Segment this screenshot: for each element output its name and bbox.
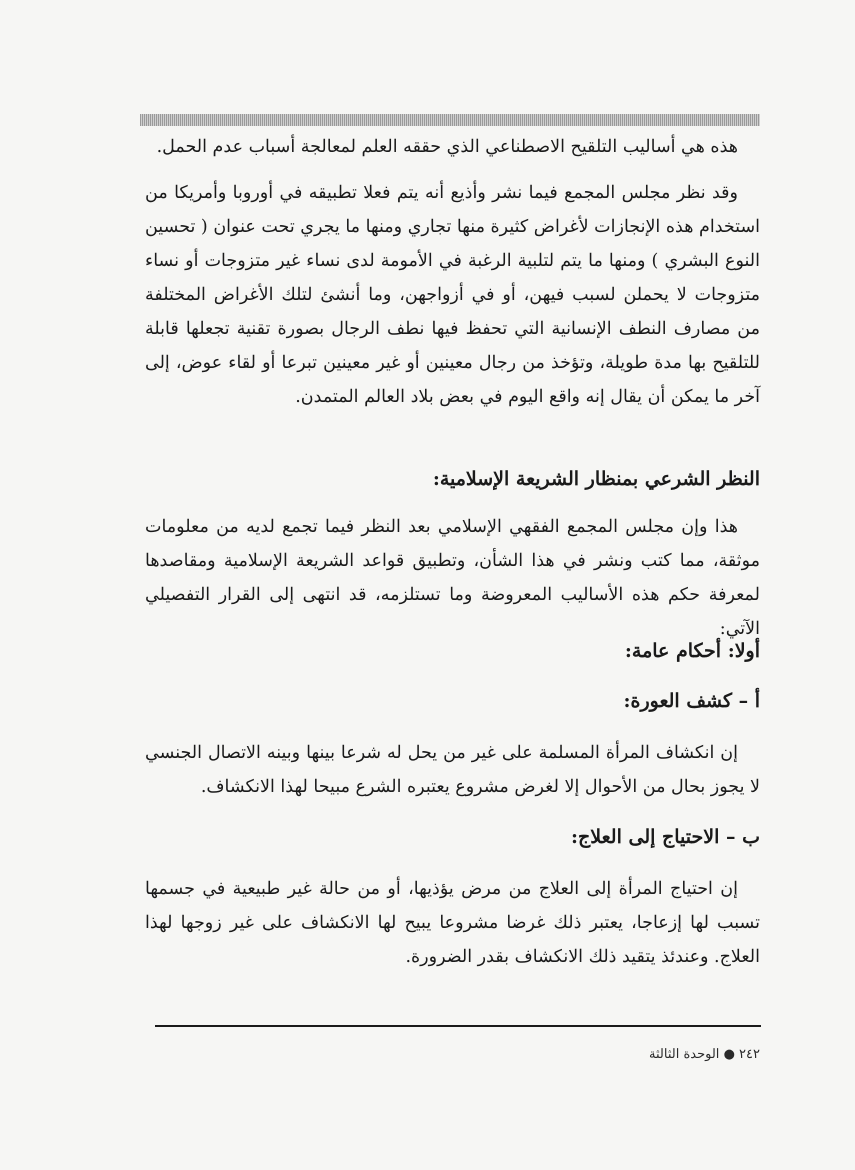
practice-paragraph [145, 176, 760, 414]
treatment-paragraph [145, 872, 760, 974]
subheading-exposure: أ – كشف العورة: [623, 690, 760, 712]
council-paragraph [145, 510, 760, 646]
paragraph-text: وقد نظر مجلس المجمع فيما نشر وأذيع أنه يتم فعلا تطبيقه في أوروبا وأمريكا من استخدام هذه الإنجازات لأغراض كثيرة منها تجاري ومنها ما يجري تحت عنوان ( تحسين النوع البشري ) ومنها ما يتم لتلبية الرغبة في الأمومة لدى نساء غير متزوجات أو نساء متزوجات لا يحملن لسبب فيهن، أو في أزواجهن، وما أنشئ لتلك الأغراض المختلفة من مصارف النطف الإنسانية التي تحفظ فيها نطف الرجال بصورة تقنية تجعلها قابلة للتلقيح بها مدة طويلة، وتؤخذ من رجال معينين أو غير معينين تبرعا أو لقاء عوض، إلى آخر ما يمكن أن يقال إنه واقع اليوم في بعض بلاد العالم المتمدن. [144, 183, 760, 407]
intro-paragraph [145, 130, 760, 164]
header-band [140, 114, 760, 126]
section-heading-general-rulings: أولا: أحكام عامة: [624, 640, 760, 662]
paragraph-text: هذه هي أساليب التلقيح الاصطناعي الذي حققه العلم لمعالجة أسباب عدم الحمل. [156, 137, 738, 157]
unit-title: الوحدة الثالثة [649, 1047, 720, 1062]
exposure-paragraph [145, 736, 760, 804]
paragraph-text: إن انكشاف المرأة المسلمة على غير من يحل له شرعا بينها وبينه الاتصال الجنسي لا يجوز بحال من الأحوال إلا لغرض مشروع يعتبره الشرع مبيحا لهذا الانكشاف. [145, 743, 760, 797]
footer-rule [155, 1025, 761, 1027]
page-footer [649, 1045, 760, 1065]
paragraph-text: إن احتياج المرأة إلى العلاج من مرض يؤذيها، أو من حالة غير طبيعية في جسمها تسبب لها إزعاجا، يعتبر ذلك غرضا مشروعا يبيح لها الانكشاف على غير زوجها لهذا العلاج. وعندئذ يتقيد ذلك الانكشاف بقدر الضرورة. [145, 879, 760, 967]
subheading-treatment: ب – الاحتياج إلى العلاج: [571, 826, 760, 848]
bullet-separator: ● [723, 1047, 735, 1062]
page-number: ٢٤٢ [739, 1047, 760, 1062]
paragraph-text: هذا وإن مجلس المجمع الفقهي الإسلامي بعد النظر فيما تجمع لديه من معلومات موثقة، مما كتب ونشر في هذا الشأن، وتطبيق قواعد الشريعة الإسلامية ومقاصدها لمعرفة حكم هذه الأساليب المعروضة وما تستلزمه، قد انتهى إلى القرار التفصيلي الآتي: [145, 517, 760, 639]
section-heading-sharia-view: النظر الشرعي بمنظار الشريعة الإسلامية: [432, 468, 760, 490]
